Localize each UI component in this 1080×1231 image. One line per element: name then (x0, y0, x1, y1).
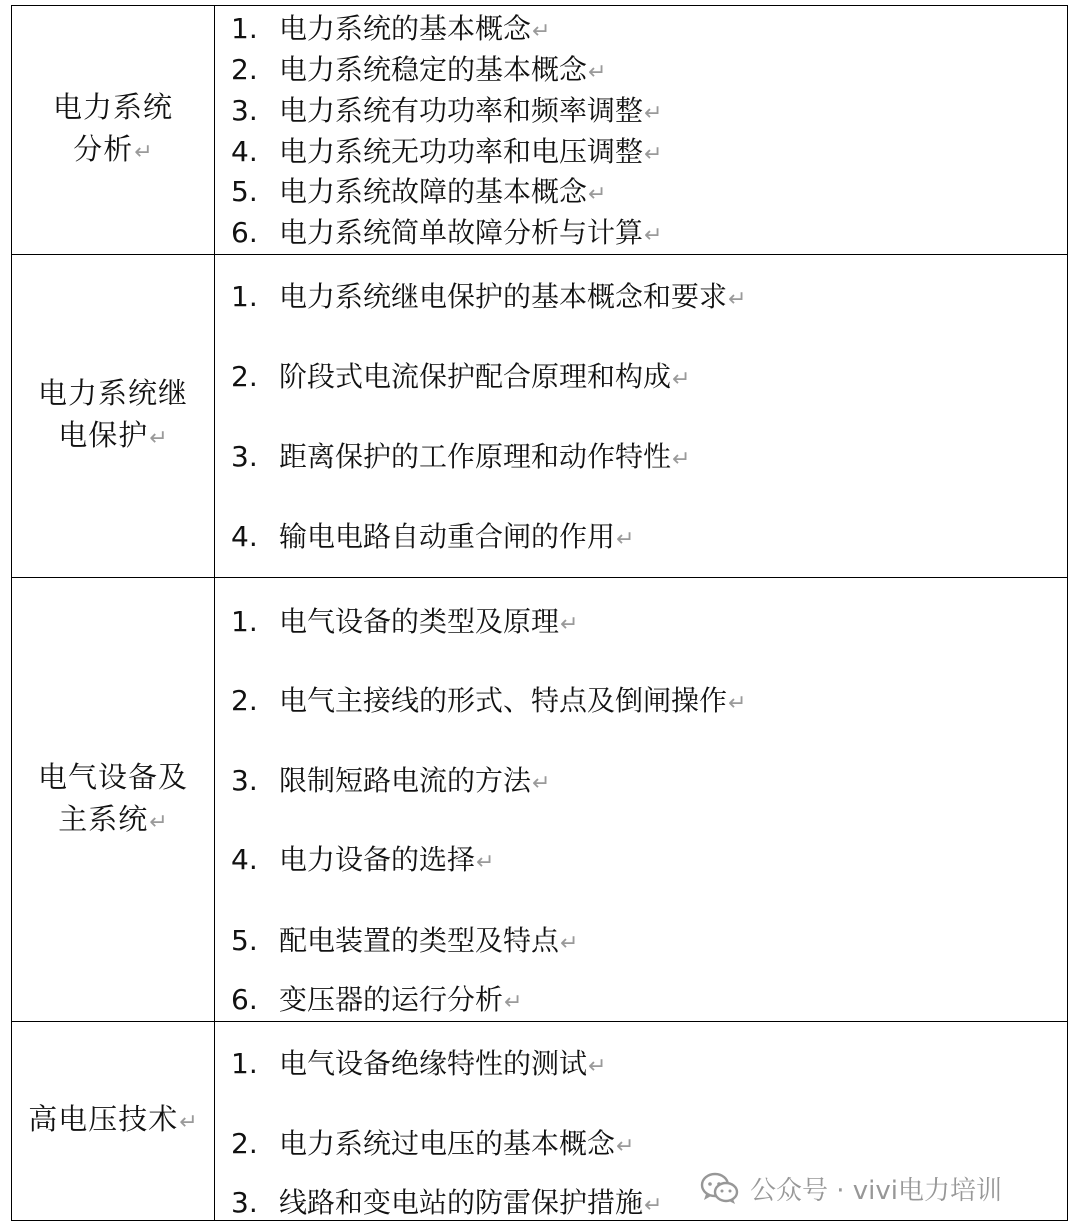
list-item (231, 924, 578, 961)
return-mark: ↵ (588, 182, 607, 207)
list-item (231, 520, 634, 557)
item-number: 4. (231, 843, 258, 876)
item-number: 4. (231, 520, 258, 553)
item-text: 电力系统继电保护的基本概念和要求 (279, 280, 728, 313)
list-item (231, 843, 494, 880)
list-item (231, 135, 662, 172)
subject-cell (12, 578, 214, 1021)
table-row (12, 6, 1067, 254)
return-mark: ↵ (588, 1054, 607, 1079)
item-number: 2. (231, 360, 258, 393)
return-mark: ↵ (728, 287, 747, 312)
item-number: 6. (231, 216, 258, 249)
list-item (231, 1186, 662, 1223)
item-text: 电力系统无功功率和电压调整 (279, 135, 644, 168)
watermark (700, 1170, 1002, 1207)
item-text: 电力系统过电压的基本概念 (279, 1127, 616, 1160)
item-text: 输电电路自动重合闸的作用 (279, 520, 616, 553)
item-text: 电力系统故障的基本概念 (279, 175, 588, 208)
subject-label: 电气设备及 主系统 (37, 759, 188, 836)
subject-cell (12, 1022, 214, 1220)
return-mark: ↵ (644, 142, 663, 167)
return-mark: ↵ (476, 850, 495, 875)
return-mark: ↵ (672, 367, 691, 392)
return-mark: ↵ (560, 612, 579, 637)
column-divider (214, 578, 215, 1021)
item-text: 电气主接线的形式、特点及倒闸操作 (279, 684, 728, 717)
subject-label: 电力系统继 电保护 (37, 376, 188, 452)
list-item (231, 1047, 606, 1084)
return-mark: ↵ (149, 426, 168, 451)
return-mark: ↵ (728, 691, 747, 716)
list-item (231, 684, 746, 721)
item-text: 配电装置的类型及特点 (279, 924, 560, 957)
item-text: 限制短路电流的方法 (279, 764, 532, 797)
subject-label: 高电压技术 (28, 1102, 179, 1136)
item-number: 2. (231, 53, 258, 86)
list-item (231, 1127, 634, 1164)
item-number: 1. (231, 280, 258, 313)
list-item (231, 280, 746, 317)
item-text: 距离保护的工作原理和动作特性 (279, 440, 672, 473)
subject-label: 电力系统 分析 (52, 90, 173, 166)
item-number: 1. (231, 605, 258, 638)
list-item (231, 216, 662, 253)
item-text: 变压器的运行分析 (279, 983, 504, 1016)
list-item (231, 440, 690, 477)
item-number: 3. (231, 94, 258, 127)
list-item (231, 360, 690, 397)
return-mark: ↵ (532, 19, 551, 44)
item-text: 电力系统有功功率和频率调整 (279, 94, 644, 127)
column-divider (214, 6, 215, 254)
return-mark: ↵ (149, 809, 168, 835)
item-number: 5. (231, 175, 258, 208)
syllabus-table (11, 5, 1068, 1221)
return-mark: ↵ (134, 140, 153, 165)
item-number: 2. (231, 684, 258, 717)
list-item (231, 175, 606, 212)
item-text: 线路和变电站的防雷保护措施 (279, 1186, 644, 1219)
table-row (12, 254, 1067, 577)
item-number: 6. (231, 983, 258, 1016)
column-divider (214, 1022, 215, 1220)
return-mark: ↵ (644, 101, 663, 126)
list-item (231, 983, 522, 1020)
list-item (231, 764, 550, 801)
item-number: 5. (231, 924, 258, 957)
item-number: 2. (231, 1127, 258, 1160)
watermark-text: 公众号 · vivi电力培训 (750, 1176, 1003, 1206)
column-divider (214, 255, 215, 577)
item-number: 1. (231, 12, 258, 45)
item-text: 电力系统稳定的基本概念 (279, 53, 588, 86)
item-number: 4. (231, 135, 258, 168)
return-mark: ↵ (644, 223, 663, 248)
return-mark: ↵ (616, 1134, 635, 1159)
item-number: 3. (231, 1186, 258, 1219)
list-item (231, 53, 606, 90)
return-mark: ↵ (560, 931, 579, 956)
item-text: 阶段式电流保护配合原理和构成 (279, 360, 672, 393)
list-item (231, 94, 662, 131)
item-text: 电气设备的类型及原理 (279, 605, 560, 638)
item-text: 电力设备的选择 (279, 843, 476, 876)
list-item (231, 12, 550, 49)
list-item (231, 605, 578, 642)
return-mark: ↵ (672, 447, 691, 472)
item-number: 3. (231, 764, 258, 797)
return-mark: ↵ (532, 771, 551, 796)
item-text: 电力系统简单故障分析与计算 (279, 216, 644, 249)
return-mark: ↵ (588, 60, 607, 85)
table-row (12, 577, 1067, 1021)
wechat-icon (700, 1172, 740, 1206)
item-number: 1. (231, 1047, 258, 1080)
item-text: 电力系统的基本概念 (279, 12, 532, 45)
subject-cell (12, 255, 214, 577)
return-mark: ↵ (179, 1110, 198, 1135)
item-number: 3. (231, 440, 258, 473)
return-mark: ↵ (644, 1193, 663, 1218)
return-mark: ↵ (616, 527, 635, 552)
return-mark: ↵ (504, 990, 523, 1015)
item-text: 电气设备绝缘特性的测试 (279, 1047, 588, 1080)
subject-cell (12, 6, 214, 254)
